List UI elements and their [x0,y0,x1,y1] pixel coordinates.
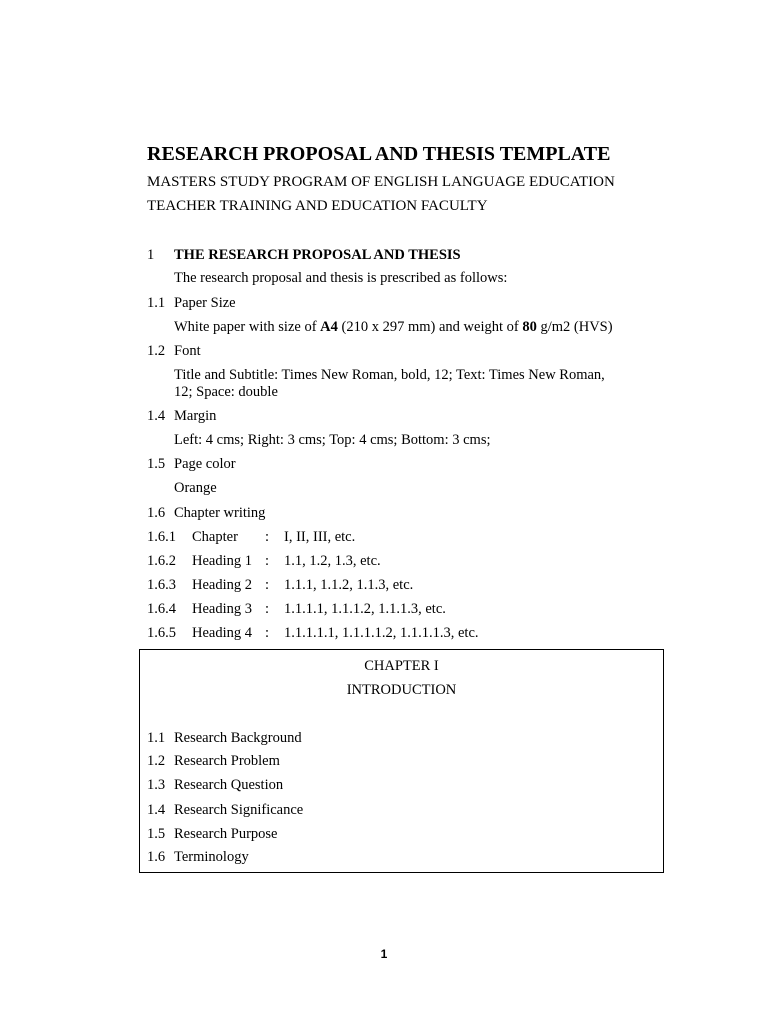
margin-number: 1.4 [147,408,166,424]
paper-size-label: Paper Size [174,295,236,311]
row-name: Heading 4 [192,625,252,641]
paper-size-number: 1.1 [147,295,166,311]
font-number: 1.2 [147,343,166,359]
box-item-number: 1.1 [147,730,166,746]
page-color-text: Orange [174,480,217,496]
page-number: 1 [380,947,388,961]
box-item-number: 1.2 [147,753,166,769]
row-number: 1.6.2 [147,553,176,569]
margin-text: Left: 4 cms; Right: 3 cms; Top: 4 cms; Bottom: 3 cms; [174,432,491,448]
row-name: Heading 3 [192,601,252,617]
row-separator: : [265,601,270,617]
section-1-heading: THE RESEARCH PROPOSAL AND THESIS [174,247,461,263]
font-text-line-2: 12; Space: double [174,384,278,400]
box-item-number: 1.4 [147,802,166,818]
box-item-label: Research Background [174,730,302,746]
row-value: I, II, III, etc. [284,529,356,545]
section-1-intro: The research proposal and thesis is prescribed as follows: [174,270,508,286]
chapter-example-box [139,649,664,873]
row-separator: : [265,553,270,569]
row-number: 1.6.4 [147,601,176,617]
row-name: Chapter [192,529,238,545]
chapter-heading: CHAPTER I [364,658,439,674]
row-value: 1.1.1.1.1, 1.1.1.1.2, 1.1.1.1.3, etc. [284,625,479,641]
chapter-writing-label: Chapter writing [174,505,266,521]
row-name: Heading 2 [192,577,252,593]
box-item-label: Research Question [174,777,284,793]
row-separator: : [265,529,270,545]
font-text-line-1: Title and Subtitle: Times New Roman, bold, 12; Text: Times New Roman, [174,367,605,383]
row-value: 1.1.1.1, 1.1.1.2, 1.1.1.3, etc. [284,601,446,617]
row-separator: : [265,577,270,593]
program-subtitle: MASTERS STUDY PROGRAM OF ENGLISH LANGUAGE EDUCATION [147,174,615,190]
box-item-number: 1.3 [147,777,166,793]
paper-size-text: White paper with size of A4 (210 x 297 mm) and weight of 80 g/m2 (HVS) [174,319,613,335]
row-value: 1.1.1, 1.1.2, 1.1.3, etc. [284,577,414,593]
chapter-writing-number: 1.6 [147,505,166,521]
box-item-label: Research Significance [174,802,304,818]
box-item-label: Research Problem [174,753,280,769]
row-number: 1.6.1 [147,529,176,545]
chapter-title: INTRODUCTION [346,682,457,698]
section-1-number: 1 [147,247,155,263]
document-title: RESEARCH PROPOSAL AND THESIS TEMPLATE [147,143,611,165]
row-number: 1.6.3 [147,577,176,593]
row-name: Heading 1 [192,553,252,569]
row-separator: : [265,625,270,641]
page-color-number: 1.5 [147,456,166,472]
row-value: 1.1, 1.2, 1.3, etc. [284,553,381,569]
box-item-label: Research Purpose [174,826,278,842]
row-number: 1.6.5 [147,625,176,641]
margin-label: Margin [174,408,217,424]
box-item-label: Terminology [174,849,249,865]
page-color-label: Page color [174,456,236,472]
faculty-subtitle: TEACHER TRAINING AND EDUCATION FACULTY [147,198,488,214]
font-label: Font [174,343,201,359]
box-item-number: 1.5 [147,826,166,842]
box-item-number: 1.6 [147,849,166,865]
